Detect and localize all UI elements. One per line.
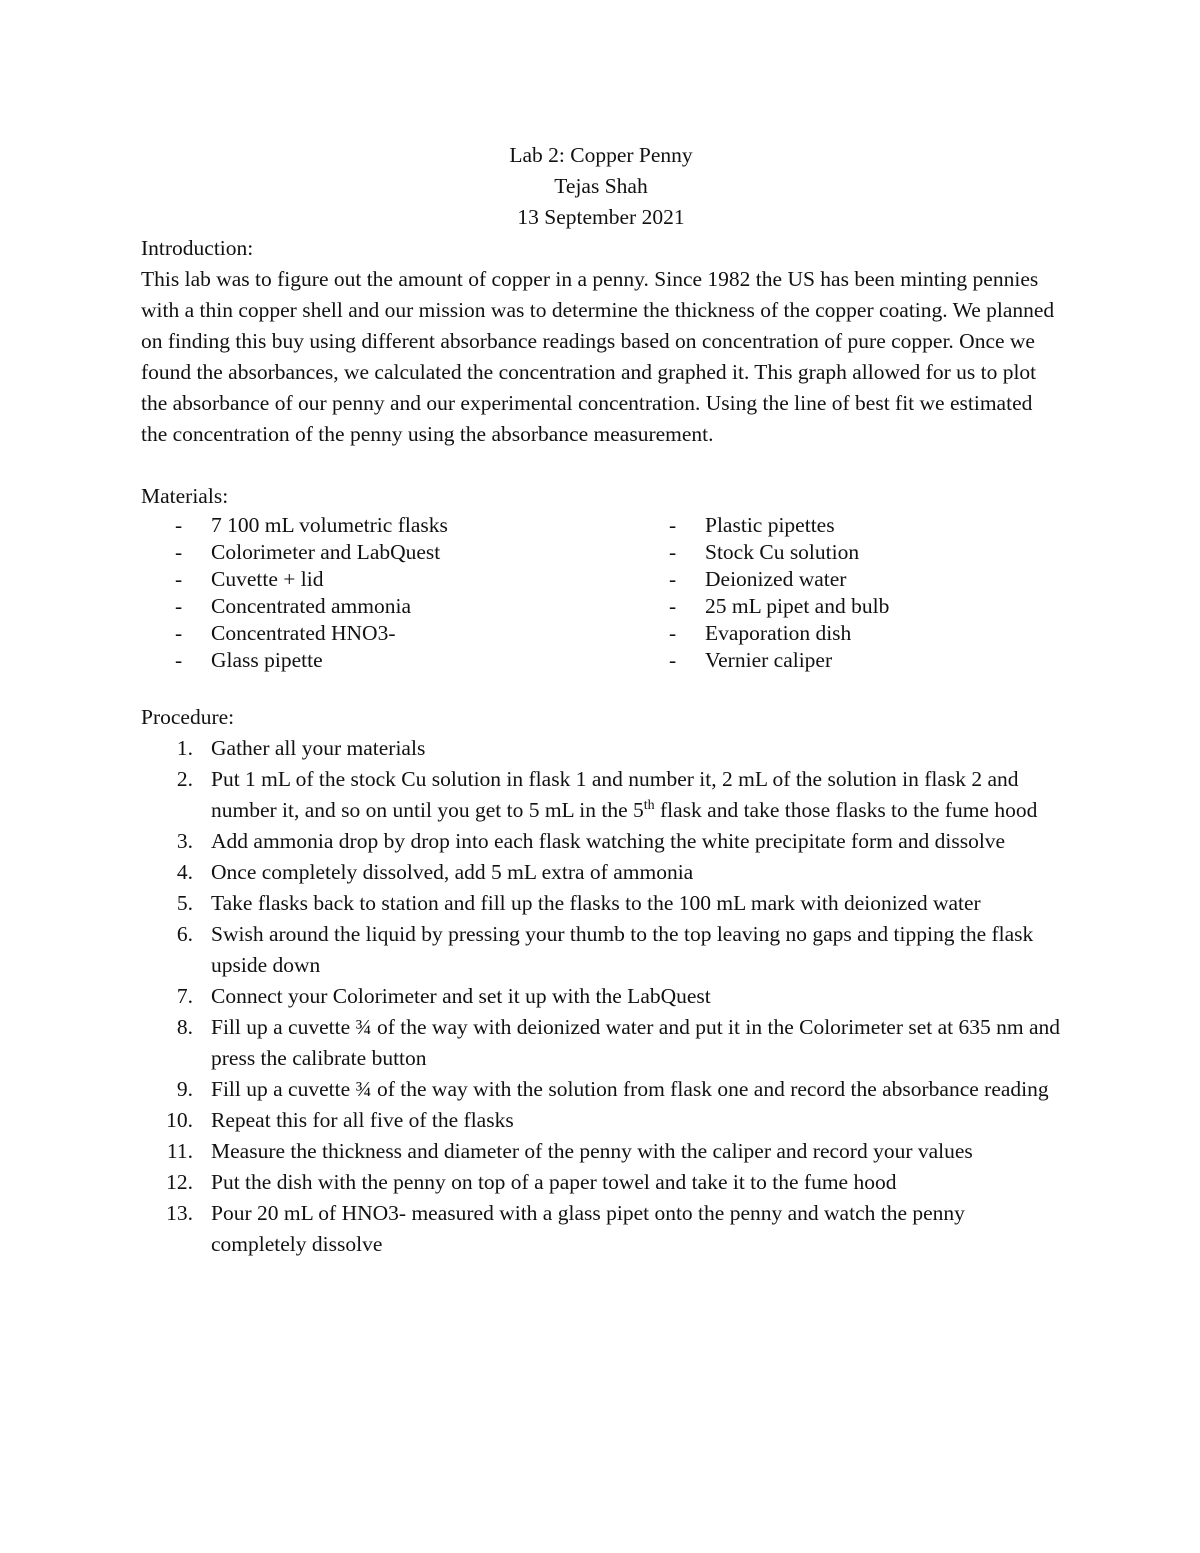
step-number: 11. — [166, 1139, 193, 1163]
procedure-step — [141, 1167, 1061, 1198]
material-item — [141, 593, 635, 620]
document-content — [141, 140, 1061, 1260]
material-label: Vernier caliper — [705, 648, 833, 672]
material-item — [141, 566, 635, 593]
dash-bullet: - — [669, 567, 677, 591]
step-number: 9. — [176, 1077, 193, 1101]
dash-bullet: - — [175, 621, 183, 645]
document-author: Tejas Shah — [554, 174, 648, 198]
material-label: Colorimeter and LabQuest — [211, 540, 441, 564]
step-text: Repeat this for all five of the flasks — [211, 1108, 514, 1132]
material-label: Cuvette + lid — [211, 567, 324, 591]
step-number: 12. — [166, 1170, 193, 1194]
procedure-list — [141, 733, 1061, 1260]
material-label: Deionized water — [705, 567, 847, 591]
procedure-step — [141, 764, 1061, 826]
procedure-step — [141, 981, 1061, 1012]
material-item — [141, 539, 635, 566]
step-superscript: th — [643, 797, 655, 813]
step-number: 5. — [176, 891, 193, 915]
step-text: Once completely dissolved, add 5 mL extra of ammonia — [211, 860, 694, 884]
procedure-step — [141, 1198, 1061, 1260]
materials-heading: Materials: — [141, 484, 229, 508]
step-text: Gather all your materials — [211, 736, 426, 760]
material-label: Stock Cu solution — [705, 540, 860, 564]
procedure-heading: Procedure: — [141, 705, 235, 729]
dash-bullet: - — [669, 513, 677, 537]
step-text: Swish around the liquid by pressing your thumb to the top leaving no gaps and tipping the flask upside down — [211, 922, 1034, 977]
dash-bullet: - — [175, 540, 183, 564]
step-text: Fill up a cuvette ¾ of the way with the solution from flask one and record the absorbance reading — [211, 1077, 1049, 1101]
procedure-step — [141, 1012, 1061, 1074]
dash-bullet: - — [669, 540, 677, 564]
material-label: Concentrated HNO3- — [211, 621, 396, 645]
materials-column-right — [635, 512, 1055, 674]
dash-bullet: - — [669, 594, 677, 618]
dash-bullet: - — [175, 594, 183, 618]
step-number: 6. — [176, 922, 193, 946]
material-label: 25 mL pipet and bulb — [705, 594, 890, 618]
procedure-step — [141, 1136, 1061, 1167]
dash-bullet: - — [175, 648, 183, 672]
step-text: Connect your Colorimeter and set it up with the LabQuest — [211, 984, 711, 1008]
material-label: Evaporation dish — [705, 621, 852, 645]
material-item — [635, 512, 1055, 539]
step-number: 3. — [176, 829, 193, 853]
step-text: Put the dish with the penny on top of a paper towel and take it to the fume hood — [211, 1170, 897, 1194]
materials-list — [141, 512, 1061, 674]
step-number: 4. — [176, 860, 193, 884]
step-text: Add ammonia drop by drop into each flask watching the white precipitate form and dissolve — [211, 829, 1006, 853]
material-label: 7 100 mL volumetric flasks — [211, 513, 448, 537]
section-spacer — [141, 450, 1061, 481]
dash-bullet: - — [175, 567, 183, 591]
section-spacer — [141, 674, 1061, 702]
step-number: 1. — [176, 736, 193, 760]
material-item — [635, 647, 1055, 674]
material-item — [635, 620, 1055, 647]
material-item — [635, 566, 1055, 593]
procedure-step — [141, 857, 1061, 888]
dash-bullet: - — [669, 621, 677, 645]
introduction-text: This lab was to figure out the amount of copper in a penny. Since 1982 the US has been minting pennies with a thin copper shell and our mission was to determine the thickness of the copper coating. We planned on finding this buy using different absorbance readings based on concentration of pure copper. Once we found the absorbances, we calculated the concentration and graphed it. This graph allowed for us to plot the absorbance of our penny and our experimental concentration. Using the line of best fit we estimated the concentration of the penny using the absorbance measurement. — [141, 267, 1055, 446]
step-number: 10. — [166, 1108, 193, 1132]
step-number: 7. — [176, 984, 193, 1008]
dash-bullet: - — [669, 648, 677, 672]
step-text-continued: flask and take those flasks to the fume hood — [654, 798, 1038, 822]
material-item — [635, 593, 1055, 620]
step-text: Pour 20 mL of HNO3- measured with a glass pipet onto the penny and watch the penny completely dissolve — [211, 1201, 965, 1256]
procedure-step — [141, 919, 1061, 981]
material-item — [635, 539, 1055, 566]
dash-bullet: - — [175, 513, 183, 537]
step-text: Take flasks back to station and fill up the flasks to the 100 mL mark with deionized water — [211, 891, 981, 915]
document-title: Lab 2: Copper Penny — [509, 143, 693, 167]
procedure-step — [141, 1074, 1061, 1105]
procedure-step — [141, 888, 1061, 919]
material-item — [141, 647, 635, 674]
material-item — [141, 512, 635, 539]
step-text: Measure the thickness and diameter of the penny with the caliper and record your values — [211, 1139, 973, 1163]
procedure-step — [141, 733, 1061, 764]
step-number: 2. — [176, 767, 193, 791]
introduction-heading: Introduction: — [141, 236, 254, 260]
materials-column-left — [141, 512, 635, 674]
document-date: 13 September 2021 — [517, 205, 685, 229]
step-number: 8. — [176, 1015, 193, 1039]
step-text: Put 1 mL of the stock Cu solution in flask 1 and number it, 2 mL of the solution in flask 2 and number it, and so on until you get to 5 mL in the 5 — [211, 767, 1019, 822]
procedure-step — [141, 1105, 1061, 1136]
step-text: Fill up a cuvette ¾ of the way with deionized water and put it in the Colorimeter set at 635 nm and press the calibrate button — [211, 1015, 1061, 1070]
material-label: Concentrated ammonia — [211, 594, 411, 618]
material-item — [141, 620, 635, 647]
material-label: Plastic pipettes — [705, 513, 835, 537]
step-number: 13. — [166, 1201, 193, 1225]
material-label: Glass pipette — [211, 648, 323, 672]
procedure-step — [141, 826, 1061, 857]
